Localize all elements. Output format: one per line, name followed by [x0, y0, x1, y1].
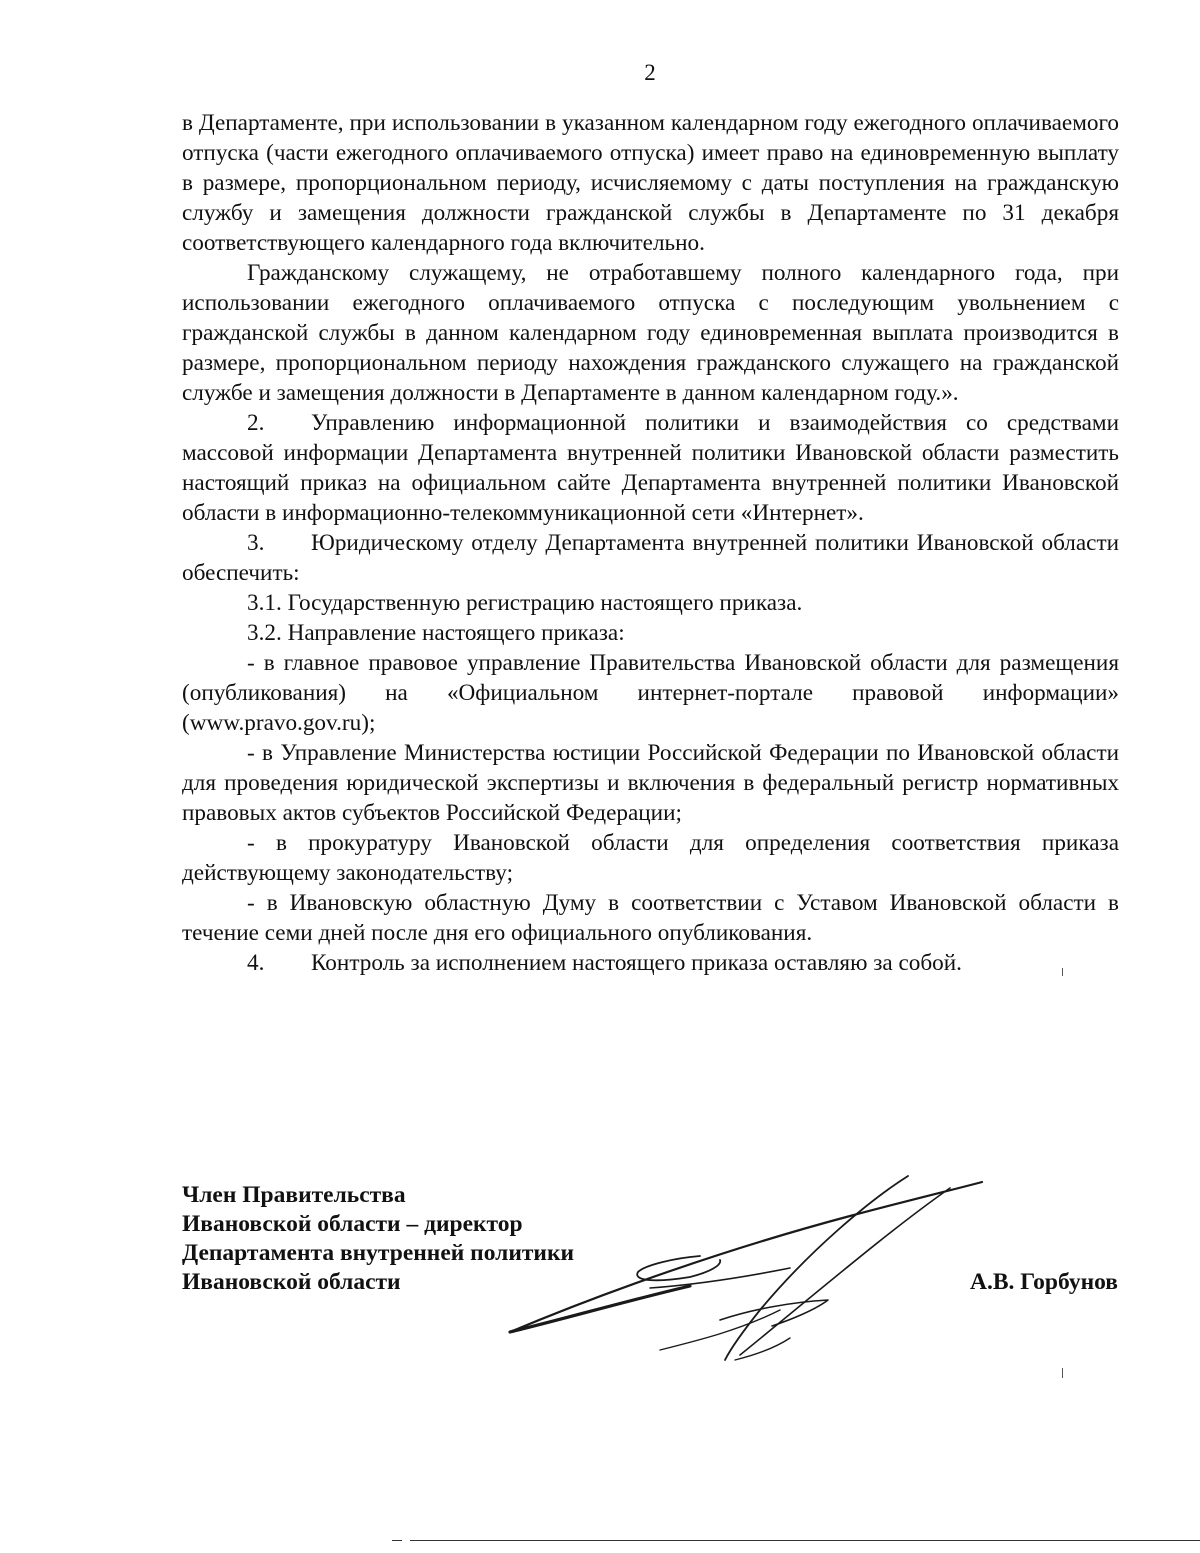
signatory-title-line: Ивановской области – директор: [182, 1211, 523, 1237]
signatory-title-line: Член Правительства: [182, 1182, 406, 1208]
paragraph-continuation: в Департаменте, при использовании в указанном календарном году ежегодного оплачиваемого отпуска (части ежегодного оплачиваемого отпуска) имеет право на единовременную выплату в размере, пропорциональном периоду, исчисляемому с даты поступления на гражданскую службу и замещения должности гражданской службы в Департаменте по 31 декабря соответствующего календарного года включительно.: [182, 110, 1119, 256]
item-number: 4.: [247, 950, 265, 976]
signatory-name: А.В. Горбунов: [970, 1269, 1118, 1295]
bullet-duma: - в Ивановскую областную Думу в соответствии с Уставом Ивановской области в течение семи дней после дня его официального опубликования.: [182, 890, 1119, 946]
footer-rule: [392, 1540, 402, 1541]
item-number: 3.: [247, 530, 265, 556]
paragraph-item-4: [182, 948, 1119, 978]
scan-mark: [1062, 1368, 1063, 1378]
bullet-prosecutor: - в прокуратуру Ивановской области для определения соответствия приказа действующему законодательству;: [182, 830, 1119, 886]
paragraph-item-3: [182, 528, 1119, 588]
item-text: Управлению информационной политики и взаимодействия со средствами массовой информации Департамента внутренней политики Ивановской области разместить настоящий приказ на официальном сайте Департамента внутренней политики Ивановской области в информационно-телекоммуникационной сети «Интернет».: [182, 410, 1119, 526]
bullet-legal-department: - в главное правовое управление Правительства Ивановской области для размещения (опубликования) на «Официальном интернет-портале правовой информации» (www.pravo.gov.ru);: [182, 650, 1119, 736]
item-text: Юридическому отделу Департамента внутренней политики Ивановской области обеспечить:: [182, 530, 1119, 586]
paragraph-item-3-1: 3.1. Государственную регистрацию настоящего приказа.: [247, 590, 803, 616]
bullet-ministry-justice: - в Управление Министерства юстиции Российской Федерации по Ивановской области для проведения юридической экспертизы и включения в федеральный регистр нормативных правовых актов субъектов Российской Федерации;: [182, 740, 1119, 826]
item-number: 2.: [247, 410, 265, 436]
page-number: 2: [644, 60, 656, 85]
footer-rule: [410, 1540, 1200, 1541]
paragraph-civil-servant: Гражданскому служащему, не отработавшему полного календарного года, при использовании ежегодного оплачиваемого отпуска с последующим увольнением с гражданской службы в данном календарном году единовременная выплата производится в размере, пропорциональном периоду нахождения гражданского служащего на гражданской службе и замещения должности в Департаменте в данном календарном году.».: [182, 260, 1119, 406]
signatory-title-line: Ивановской области: [182, 1269, 401, 1295]
handwritten-signature: [490, 1160, 1010, 1380]
paragraph-item-2: [182, 408, 1119, 528]
paragraph-item-3-2: 3.2. Направление настоящего приказа:: [247, 620, 625, 646]
document-body: [182, 108, 1119, 978]
scan-mark: [1062, 968, 1063, 976]
item-text: Контроль за исполнением настоящего приказа оставляю за собой.: [311, 950, 962, 976]
signatory-title-line: Департамента внутренней политики: [182, 1240, 575, 1266]
